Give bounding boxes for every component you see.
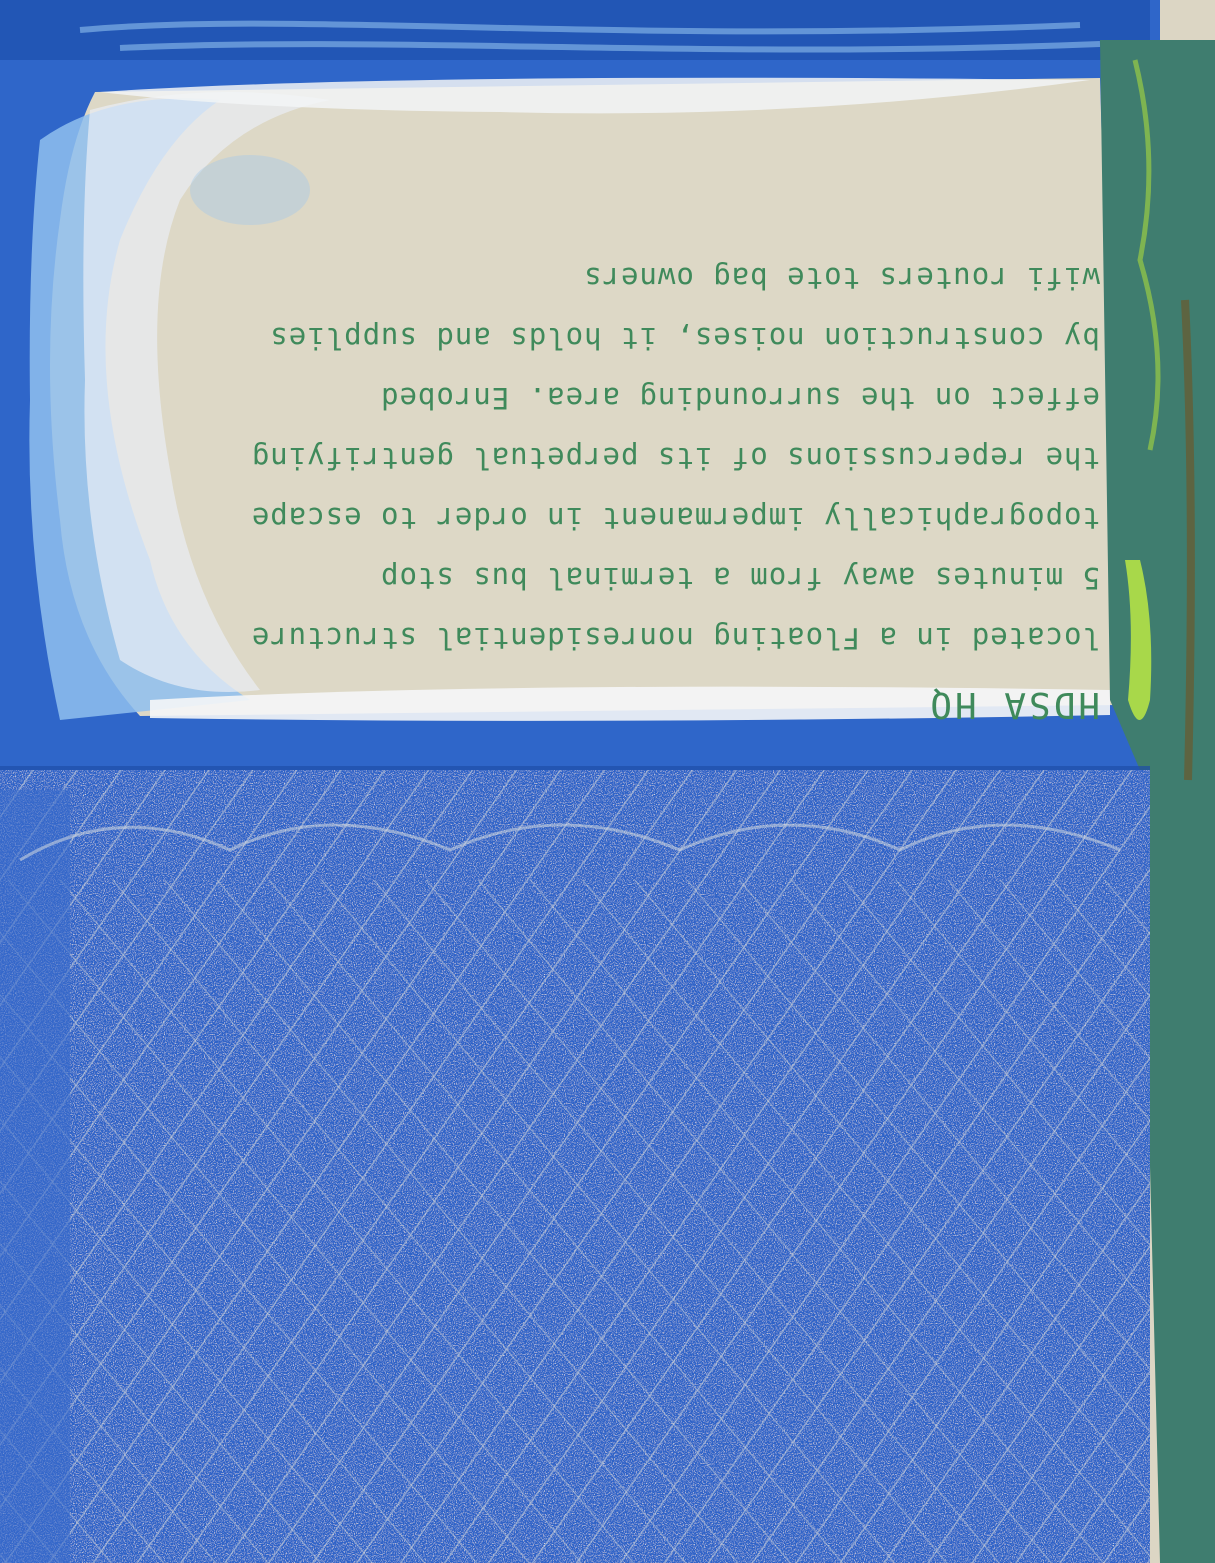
note-line-1: located in a Floating nonresidential structure [250, 621, 1100, 655]
note-panel [60, 150, 1120, 730]
note-line-3: topographically impermanent in order to escape [250, 501, 1100, 535]
note-line-5: effect on the surrounding area. Enrobed [380, 381, 1100, 415]
bottom-left-dark-band [0, 790, 70, 1563]
note-line-6: by construction noises, it holds and supplies [269, 321, 1100, 355]
bottom-hatch-b [0, 880, 1150, 1563]
note-title: HDSA HQ [927, 684, 1100, 725]
note-line-7: wifi routers tote bag owners [583, 261, 1100, 295]
note-line-2: 5 minutes away from a terminal bus stop [380, 561, 1100, 595]
note-line-4: the repercussions of its perpetual gentrifying [250, 441, 1100, 475]
